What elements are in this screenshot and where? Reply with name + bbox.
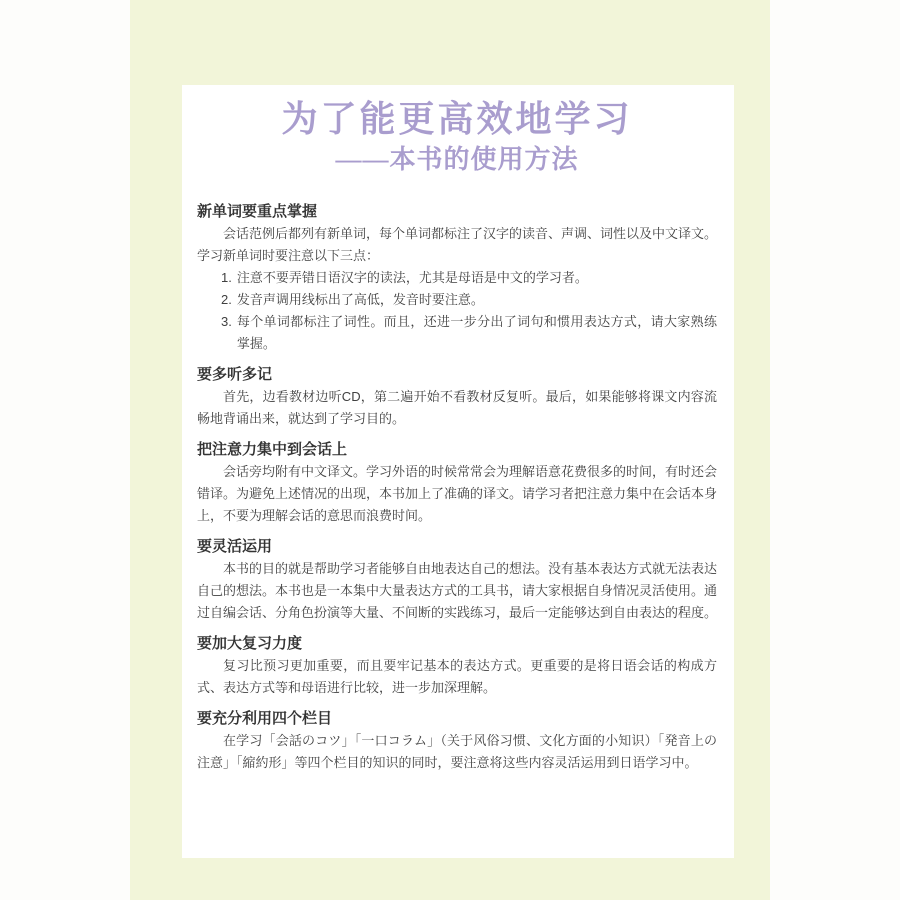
section-paragraphs [197,386,717,430]
section-heading: 要多听多记 [197,366,273,383]
section-paragraphs [197,655,717,699]
section-paragraph: 本书的目的就是帮助学习者能够自由地表达自己的想法。没有基本表达方式就无法表达自己的想法。本书也是一本集中大量表达方式的工具书，请大家根据自身情况灵活使用。通过自编会话、分角色扮演等大量、不间断的实践练习，最后一定能够达到自由表达的程度。 [197,561,718,620]
numbered-list-item [221,289,717,311]
list-item-number: 2. [221,292,232,307]
section-paragraph: 复习比预习更加重要，而且要牢记基本的表达方式。更重要的是将日语会话的构成方式、表达方式等和母语进行比较，进一步加深理解。 [197,658,717,695]
section [197,364,717,430]
list-item-number: 1. [221,270,232,285]
section-heading: 要充分利用四个栏目 [197,710,333,727]
sections-container [197,201,717,774]
section-heading: 把注意力集中到会话上 [197,441,348,458]
page-subtitle: ——本书的使用方法 [335,145,579,174]
section-paragraph: 会话范例后都列有新单词，每个单词都标注了汉字的读音、声调、词性以及中文译文。学习新单词时要注意以下三点： [197,226,718,263]
section-paragraph: 在学习「会話のコツ」「一口コラム」（关于风俗习惯、文化方面的小知识）「発音上の注意」「縮約形」等四个栏目的知识的同时，要注意将这些内容灵活运用到日语学习中。 [197,733,717,770]
section [197,439,717,527]
list-item-text: 每个单词都标注了词性。而且，还进一步分出了词句和惯用表达方式，请大家熟练掌握。 [236,314,717,351]
numbered-list-item [221,267,717,289]
book-page [182,85,734,858]
list-item-text: 注意不要弄错日语汉字的读法，尤其是母语是中文的学习者。 [236,270,588,285]
section-heading: 要灵活运用 [197,538,273,555]
section [197,536,717,624]
section-heading: 要加大复习力度 [197,635,303,652]
section-heading: 新单词要重点掌握 [197,203,318,220]
list-item-text: 发音声调用线标出了高低，发音时要注意。 [236,292,484,307]
page-title: 为了能更高效地学习 [281,99,633,139]
numbered-list [221,267,717,355]
section-paragraphs [197,223,717,267]
section [197,708,717,774]
list-item-number: 3. [221,314,232,329]
numbered-list-item [221,311,717,355]
section-paragraphs [197,730,717,774]
section-paragraph: 首先，边看教材边听CD，第二遍开始不看教材反复听。最后，如果能够将课文内容流畅地背诵出来，就达到了学习目的。 [197,389,717,426]
section-paragraphs [197,461,717,527]
section [197,633,717,699]
section-paragraphs [197,558,717,624]
section-paragraph: 会话旁均附有中文译文。学习外语的时候常常会为理解语意花费很多的时间，有时还会错译。为避免上述情况的出现，本书加上了准确的译文。请学习者把注意力集中在会话本身上，不要为理解会话的意思而浪费时间。 [197,464,718,523]
section [197,201,717,355]
